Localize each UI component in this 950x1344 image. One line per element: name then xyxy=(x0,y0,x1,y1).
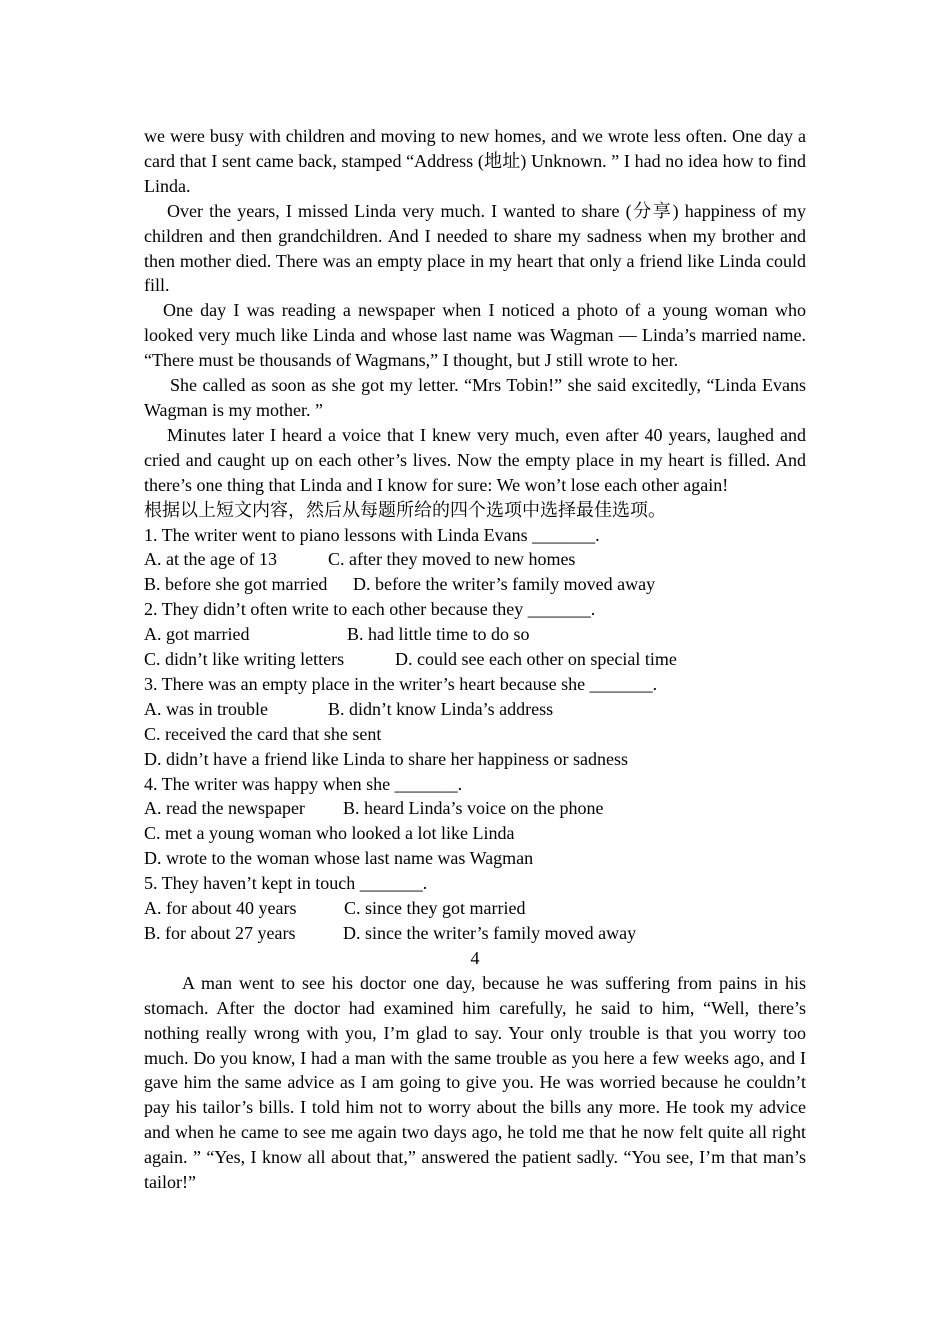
question-3-option-d: D. didn’t have a friend like Linda to share her happiness or sadness xyxy=(144,748,629,769)
document-page xyxy=(144,124,806,1195)
question-4-options-row-1 xyxy=(144,796,806,821)
option-b: B. didn’t know Linda’s address xyxy=(328,698,554,719)
option-a: A. read the newspaper xyxy=(144,798,305,819)
option-b: B. before she got married xyxy=(144,574,328,595)
option-a: A. got married xyxy=(144,624,250,645)
option-a: A. for about 40 years xyxy=(144,898,297,919)
question-5-stem: 5. They haven’t kept in touch _______. xyxy=(144,873,428,894)
passage3-paragraph-4: She called as soon as she got my letter. “Mrs Tobin!” she said excitedly, “Linda Evans Wagman is my mother. ” xyxy=(144,375,806,420)
option-d: D. since the writer’s family moved away xyxy=(343,923,637,943)
option-c: C. didn’t like writing letters xyxy=(144,649,345,670)
question-3-options-row-1 xyxy=(144,697,806,722)
question-3-stem: 3. There was an empty place in the writer’s heart because she _______. xyxy=(144,673,658,694)
passage3-paragraph-2: Over the years, I missed Linda very much. I wanted to share (分享) happiness of my children and then grandchildren. And I needed to share my sadness when my brother and then mother died. There was an empty place in my heart that only a friend like Linda could fill. xyxy=(144,200,806,296)
option-b: B. had little time to do so xyxy=(347,624,530,645)
option-b: B. for about 27 years xyxy=(144,923,296,943)
option-c: C. since they got married xyxy=(344,898,526,919)
passage3-paragraph-3: One day I was reading a newspaper when I noticed a photo of a young woman who looked very much like Linda and whose last name was Wagman — Linda’s married name. “There must be thousands of Wagmans,” I thought, but J still wrote to her. xyxy=(144,300,806,371)
option-d: D. before the writer’s family moved away xyxy=(353,574,656,595)
question-5-options-row-2 xyxy=(144,921,806,946)
option-a: A. was in trouble xyxy=(144,698,268,719)
passage3-paragraph-5: Minutes later I heard a voice that I knew very much, even after 40 years, laughed and cried and caught up on each other’s lives. Now the empty place in my heart is filled. And there’s one thing that Linda and I know for sure: We won’t lose each other again! xyxy=(144,424,806,495)
question-4-option-d: D. wrote to the woman whose last name was Wagman xyxy=(144,848,534,869)
question-2-options-row-2 xyxy=(144,647,806,672)
question-4-option-c: C. met a young woman who looked a lot like Linda xyxy=(144,823,515,844)
question-1-stem: 1. The writer went to piano lessons with Linda Evans _______. xyxy=(144,524,600,545)
question-4-stem: 4. The writer was happy when she _______. xyxy=(144,773,463,794)
passage3-paragraph-1: we were busy with children and moving to new homes, and we wrote less often. One day a card that I sent came back, stamped “Address (地址) Unknown. ” I had no idea how to find Linda. xyxy=(144,126,806,196)
question-1-options-row-2 xyxy=(144,572,806,597)
section-number: 4 xyxy=(470,947,480,968)
option-b: B. heard Linda’s voice on the phone xyxy=(343,798,604,819)
instruction: 根据以上短文内容，然后从每题所给的四个选项中选择最佳选项。 xyxy=(144,499,666,520)
question-1-options-row-1 xyxy=(144,547,806,572)
question-2-stem: 2. They didn’t often write to each other because they _______. xyxy=(144,599,596,620)
question-2-options-row-1 xyxy=(144,622,806,647)
question-3-option-c: C. received the card that she sent xyxy=(144,723,382,744)
question-5-options-row-1 xyxy=(144,896,806,921)
option-d: D. could see each other on special time xyxy=(395,649,677,670)
option-a: A. at the age of 13 xyxy=(144,549,277,570)
passage4-paragraph-1: A man went to see his doctor one day, because he was suffering from pains in his stomach. After the doctor had examined him carefully, he said to him, “Well, there’s nothing really wrong with you, I’m glad to say. Your only trouble is that you worry too much. Do you know, I had a man with the same trouble as you here a few weeks ago, and I gave him the same advice as I am going to give you. He was worried because he couldn’t pay his tailor’s bills. I told him not to worry about the bills any more. He took my advice and when he came to see me again two days ago, he told me that he now felt quite all right again. ” “Yes, I know all about that,” answered the patient sadly. “You see, I’m that man’s tailor!” xyxy=(144,972,806,1193)
option-c: C. after they moved to new homes xyxy=(328,549,576,570)
